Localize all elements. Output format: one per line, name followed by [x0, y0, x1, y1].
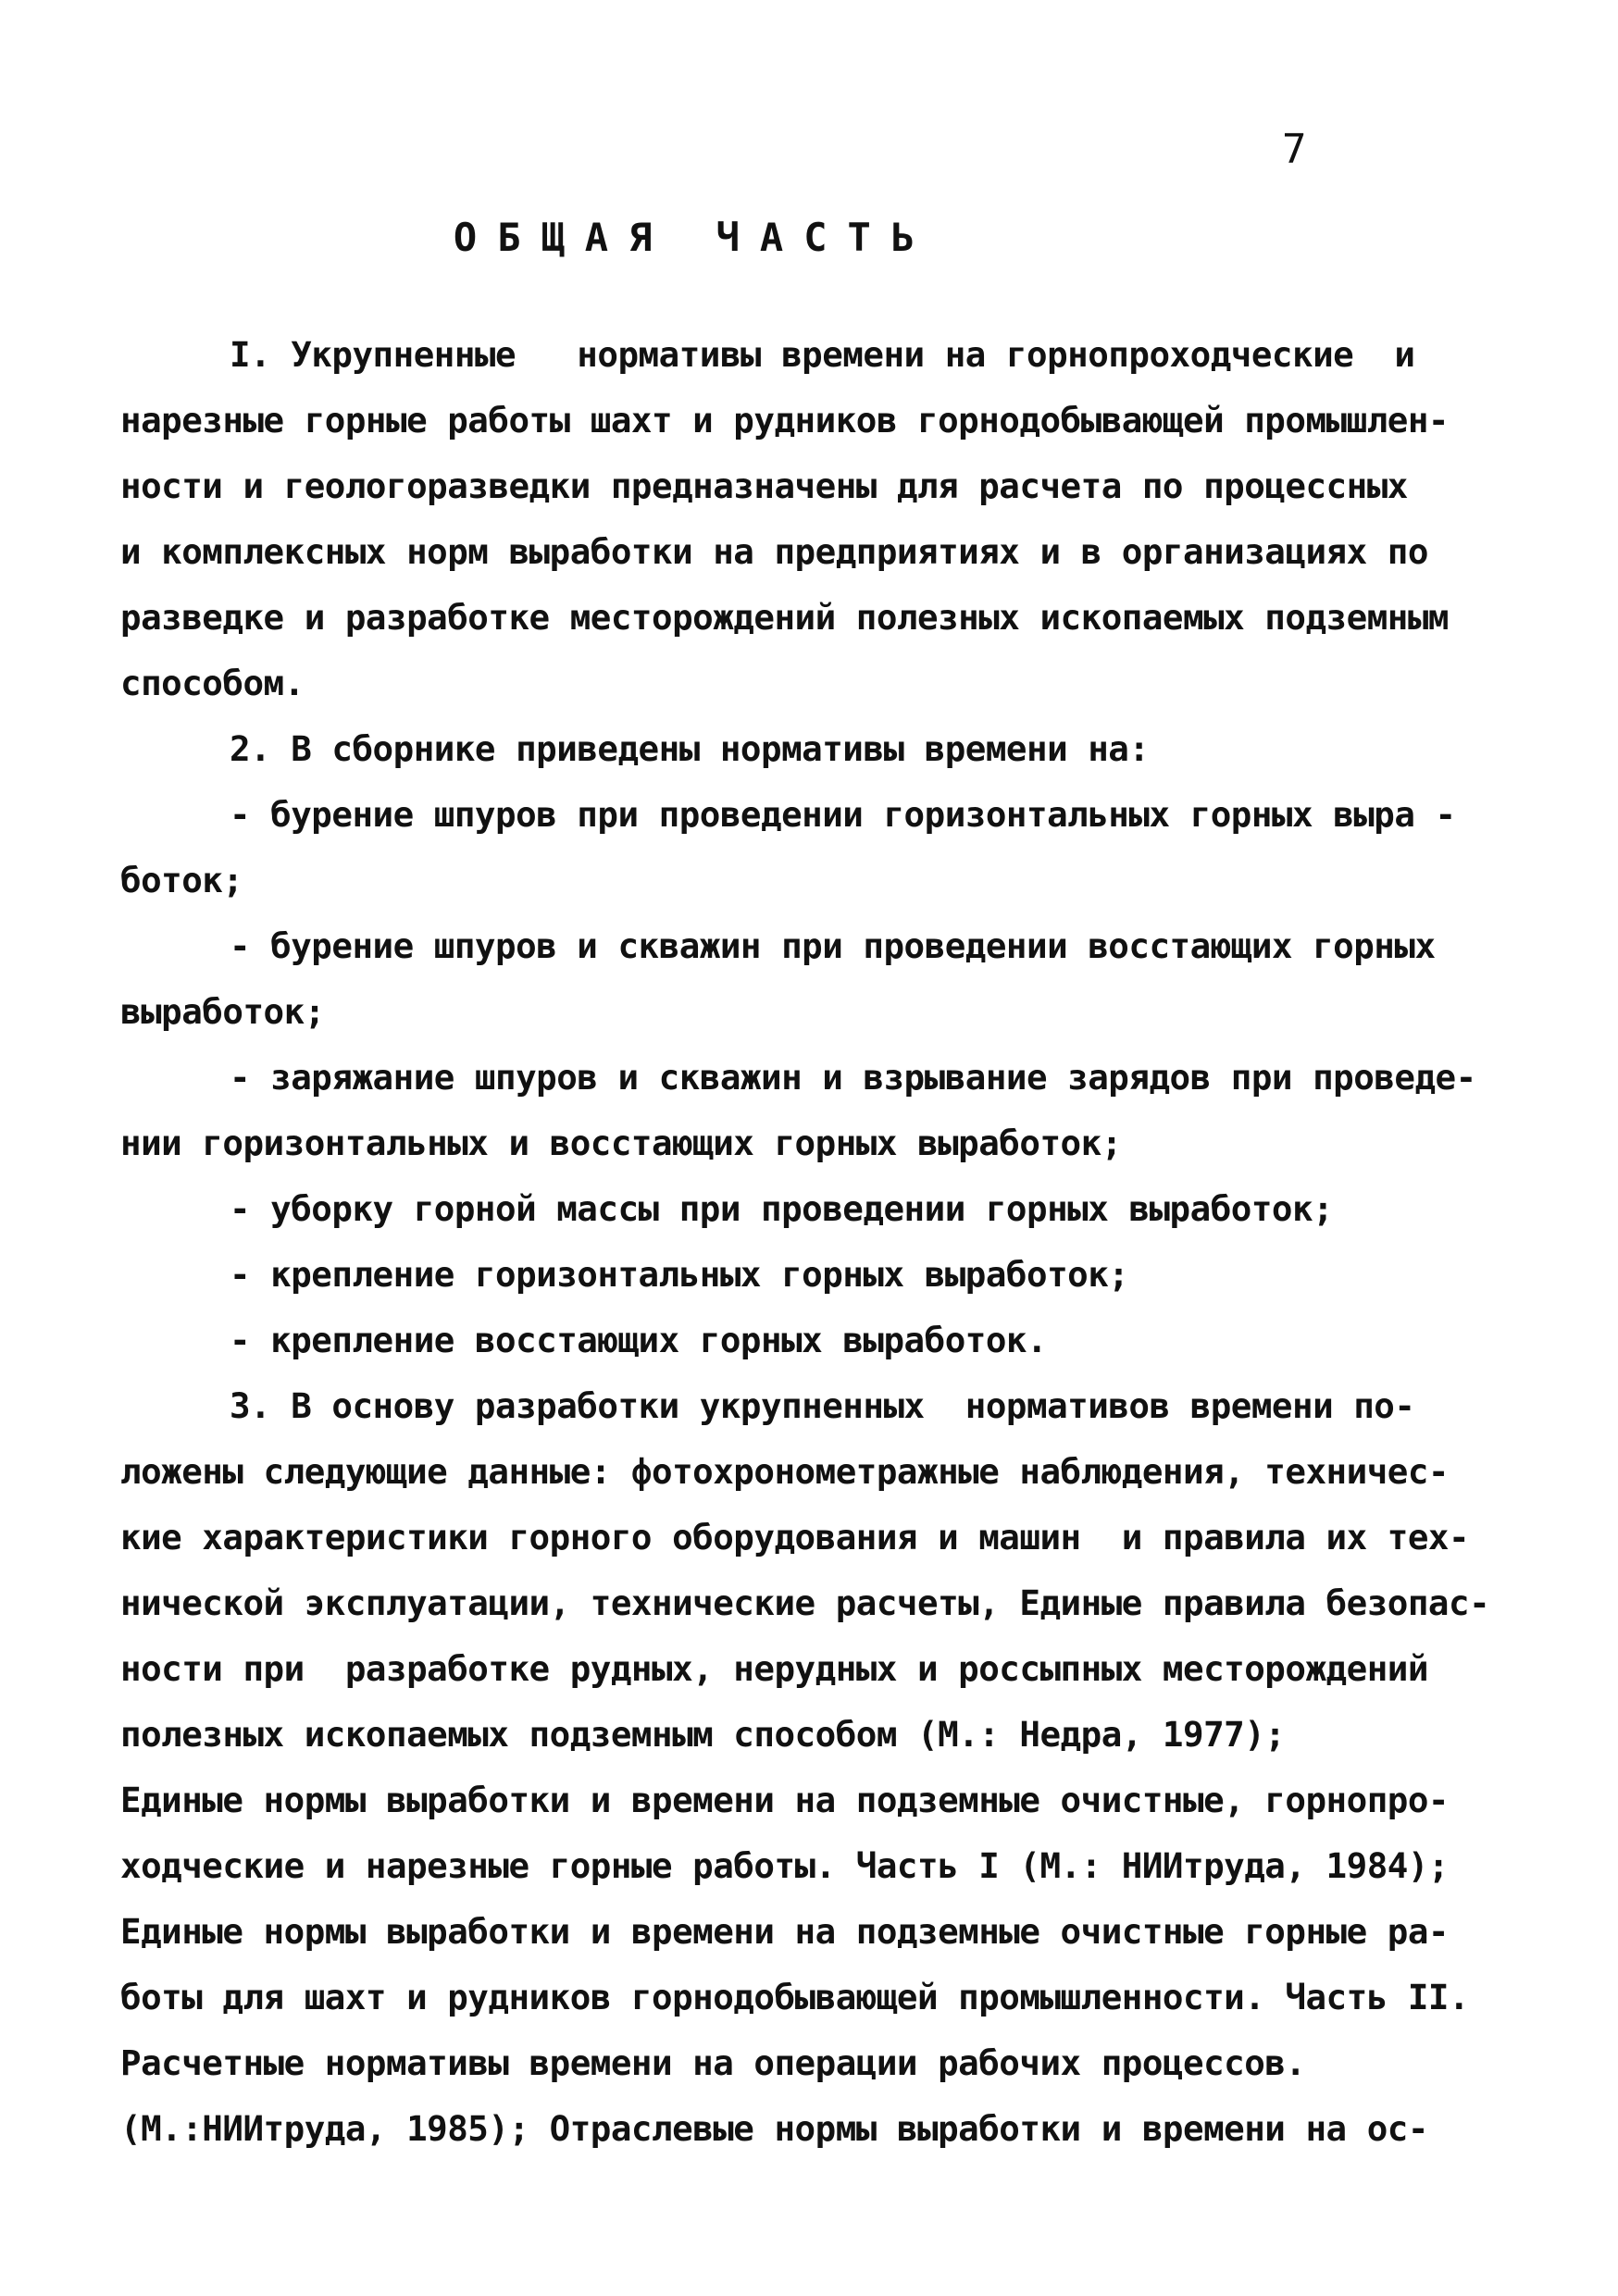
- text-line: - заряжание шпуров и скважин и взрывание зарядов при проведе-: [230, 1057, 1476, 1098]
- text-line: Единые нормы выработки и времени на подземные очистные горные ра-: [120, 1911, 1449, 1952]
- text-line: и комплексных норм выработки на предприятиях и в организациях по: [120, 531, 1428, 572]
- text-line: нии горизонтальных и восстающих горных выработок;: [120, 1123, 1122, 1163]
- page-title: ОБЩАЯ ЧАСТЬ: [453, 215, 936, 260]
- text-line: Расчетные нормативы времени на операции рабочих процессов.: [120, 2042, 1306, 2083]
- text-line: 2. В сборнике приведены нормативы времени на:: [230, 728, 1150, 769]
- text-line: нической эксплуатации, технические расчеты, Единые правила безопас-: [120, 1582, 1490, 1623]
- text-line: ности при разработке рудных, нерудных и россыпных месторождений: [120, 1648, 1428, 1689]
- text-line: выработок;: [120, 991, 325, 1032]
- text-line: способом.: [120, 663, 305, 703]
- text-line: (М.:НИИтруда, 1985); Отраслевые нормы выработки и времени на ос-: [120, 2108, 1428, 2149]
- text-line: ности и геологоразведки предназначены для расчета по процессных: [120, 465, 1408, 506]
- text-line: ходческие и нарезные горные работы. Часть I (М.: НИИтруда, 1984);: [120, 1845, 1449, 1886]
- text-line: - уборку горной массы при проведении горных выработок;: [230, 1188, 1334, 1229]
- text-line: - бурение шпуров и скважин при проведении восстающих горных: [230, 925, 1436, 966]
- text-line: боты для шахт и рудников горнодобывающей промышленности. Часть II.: [120, 1977, 1470, 2017]
- text-line: боток;: [120, 860, 243, 900]
- text-line: разведке и разработке месторождений полезных ископаемых подземным: [120, 597, 1449, 638]
- page-number: 7: [1282, 126, 1307, 173]
- text-line: ложены следующие данные: фотохронометражные наблюдения, техничес-: [120, 1451, 1449, 1492]
- text-line: - крепление горизонтальных горных выработок;: [230, 1254, 1129, 1295]
- text-line: - крепление восстающих горных выработок.: [230, 1320, 1048, 1360]
- text-line: I. Укрупненные нормативы времени на горнопроходческие и: [230, 334, 1415, 375]
- text-line: полезных ископаемых подземным способом (М.: Недра, 1977);: [120, 1714, 1286, 1755]
- text-line: нарезные горные работы шахт и рудников горнодобывающей промышлен-: [120, 400, 1449, 441]
- text-line: 3. В основу разработки укрупненных нормативов времени по-: [230, 1385, 1415, 1426]
- text-line: Единые нормы выработки и времени на подземные очистные, горнопро-: [120, 1780, 1449, 1820]
- text-line: кие характеристики горного оборудования и машин и правила их тех-: [120, 1517, 1470, 1558]
- text-line: - бурение шпуров при проведении горизонтальных горных выра -: [230, 794, 1456, 835]
- document-body: [120, 322, 1527, 2162]
